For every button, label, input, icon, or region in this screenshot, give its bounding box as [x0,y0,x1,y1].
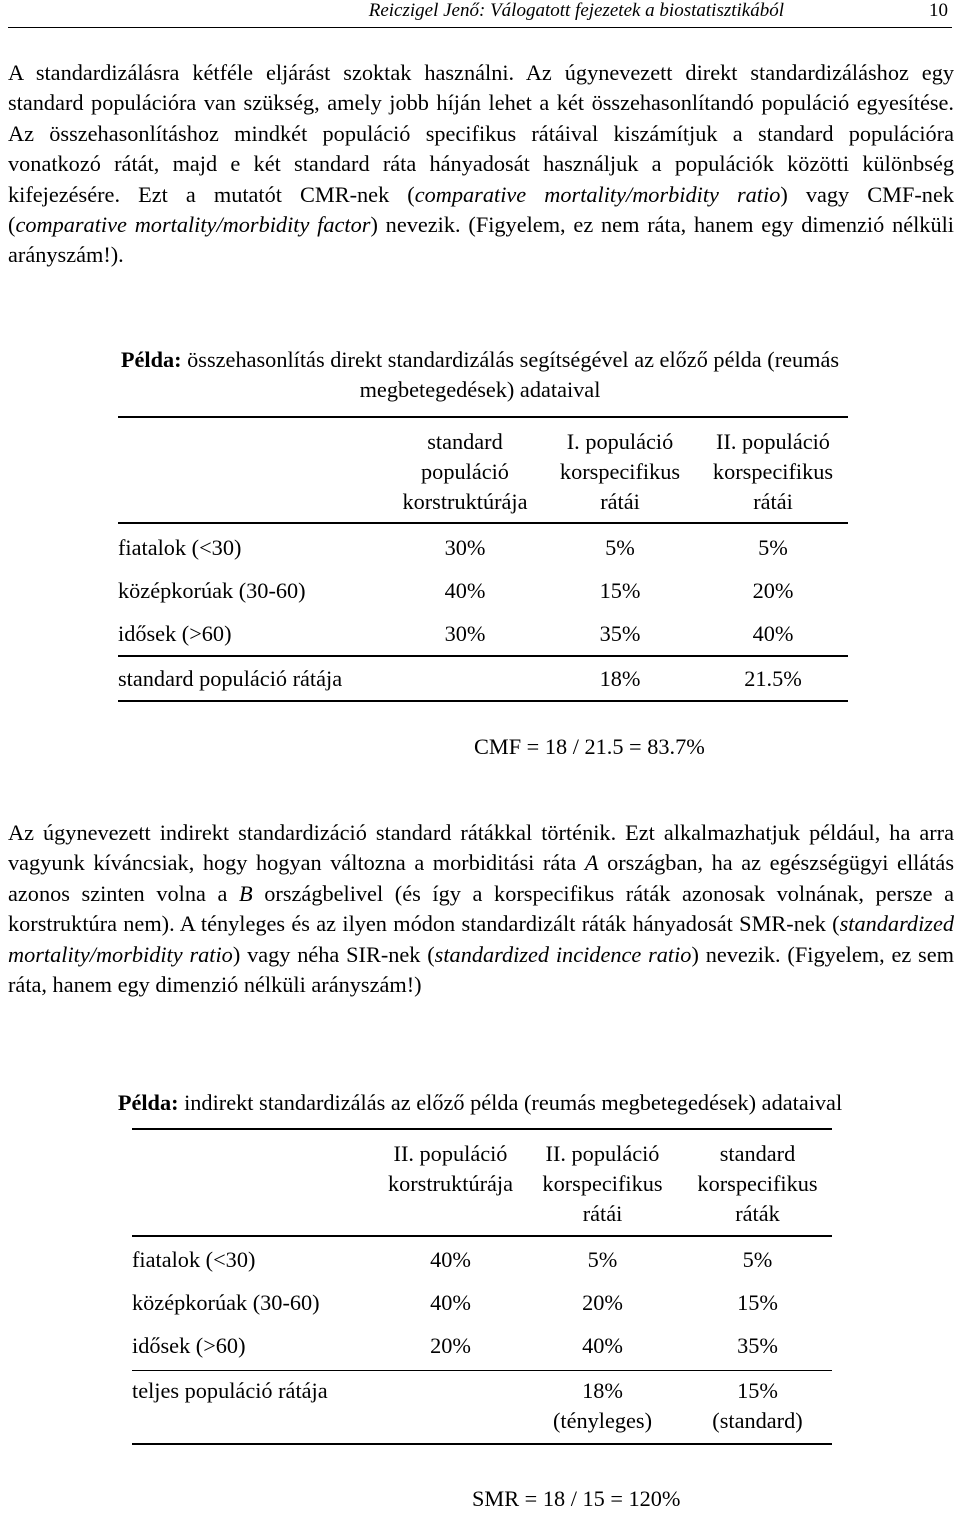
total-value-actual: 18% (tényleges) [552,1378,653,1433]
example1-title-line1: összehasonlítás direkt standardizálás segítségével az előző példa (reumás [181,347,840,372]
total-value-standard: 15% (standard) [712,1378,803,1433]
total-label: standard populáció rátája [118,666,343,691]
cell-value: 15% [737,1290,778,1315]
example1-bottom-rule [118,700,848,702]
running-header [8,0,952,28]
example2-title: indirekt standardizálás az előző példa (reumás megbetegedések) adataival [178,1090,843,1115]
cell-value: 15% [599,578,641,603]
row-label: középkorúak (30-60) [132,1290,320,1315]
example2-caption [20,1088,940,1118]
cell-value: 40% [582,1333,623,1358]
example2-total-rule [132,1370,832,1371]
example1-header-col2: I. populáció korspecifikus rátái [559,429,681,514]
total-value: 18% [599,666,641,691]
paragraph-indirect-standardization: Az úgynevezett indirekt standardizáció standard rátákkal történik. Ezt alkalmazhatjuk például, ha arra vagyunk kíváncsiak, hogy hogyan változna a morbiditási ráta A országban, ha az egészségügyi ellátás azonos szinten volna a B országbelivel (és így a korspecifikus ráták azonosak volnának, persze a korstruktúra nem). A tényleges és az ilyen módon standardizált ráták hányadosát SMR-nek (standardized mortality/morbidity ratio) vagy néha SIR-nek (standardized incidence ratio) nevezik. (Figyelem, ez sem ráta, hanem egy dimenzió nélküli arányszám!) [8,820,955,998]
total-value: 21.5% [744,666,802,691]
row-label: fiatalok (<30) [118,535,242,560]
example2-header-col1: II. populáció korstruktúrája [387,1141,514,1196]
cell-value: 30% [444,535,486,560]
cell-value: 35% [599,621,641,646]
cell-value: 40% [444,578,486,603]
page-number: 10 [929,0,948,21]
cell-value: 40% [430,1290,471,1315]
paragraph-direct-standardization: A standardizálásra kétféle eljárást szoktak használni. Az úgynevezett direkt standardizáláshoz egy standard populációra van szükség, amely jobb híján lehet a két összehasonlítandó populáció egyesítése. Az összehasonlításhoz mindkét populáció specifikus rátáival kiszámítjuk a standard populációra vonatkozó rátát, majd e két standard ráta hányadosát használjuk a populációk közötti különbség kifejezésére. Ezt a mutatót CMR-nek (comparative mortality/morbidity ratio) vagy CMF-nek (comparative mortality/morbidity factor) nevezik. (Figyelem, ez nem ráta, hanem egy dimenzió nélküli arányszám!). [8,60,954,268]
example1-label: Példa: [120,347,182,372]
cell-value: 20% [582,1290,623,1315]
example2-label: Példa: [117,1090,179,1115]
example2-bottom-rule [132,1443,832,1445]
example1-header-col3: II. populáció korspecifikus rátái [712,429,834,514]
example1-header-rule [118,522,848,524]
cell-value: 5% [587,1247,618,1272]
cell-value: 5% [758,535,788,560]
smr-formula: SMR = 18 / 15 = 120% [472,1486,681,1511]
example2-header-col3: standard korspecifikus ráták [697,1141,818,1226]
cell-value: 40% [752,621,794,646]
cell-value: 5% [605,535,635,560]
row-label: idősek (>60) [118,621,232,646]
example2-header-col2: II. populáció korspecifikus rátái [542,1141,663,1226]
example2-header-rule [132,1235,832,1237]
example2-top-rule [132,1128,832,1130]
cell-value: 30% [444,621,486,646]
cell-value: 20% [430,1333,471,1358]
cell-value: 5% [742,1247,773,1272]
cell-value: 35% [737,1333,778,1358]
example1-top-rule [118,416,848,418]
total-label: teljes populáció rátája [132,1378,328,1403]
example1-caption [20,345,940,405]
header-title: Reiczigel Jenő: Válogatott fejezetek a biostatisztikából [368,0,784,21]
cmf-formula: CMF = 18 / 21.5 = 83.7% [474,734,705,759]
cell-value: 40% [430,1247,471,1272]
row-label: középkorúak (30-60) [118,578,306,603]
row-label: fiatalok (<30) [132,1247,256,1272]
example1-title-line2: megbetegedések) adataival [359,377,601,402]
row-label: idősek (>60) [132,1333,246,1358]
example1-total-rule [118,655,848,657]
cell-value: 20% [752,578,794,603]
example1-header-col1: standard populáció korstruktúrája [402,429,528,514]
